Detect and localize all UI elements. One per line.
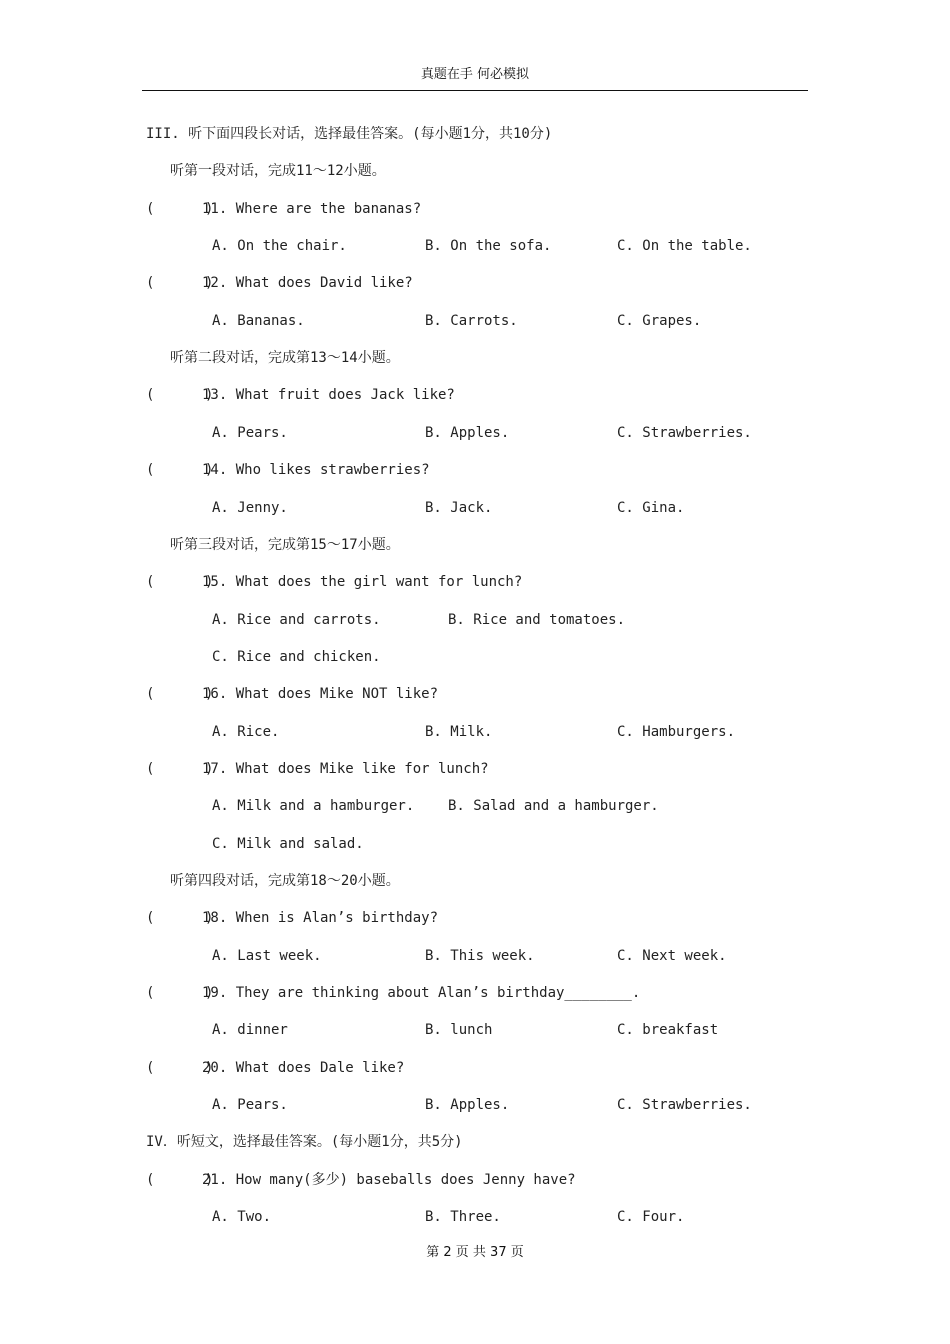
option-c: C. Strawberries. — [617, 425, 752, 441]
answer-blank: ( ) — [146, 985, 214, 1001]
answer-blank: ( ) — [146, 686, 214, 702]
question-text: 14. Who likes strawberries? — [202, 462, 430, 478]
page-header: 真题在手 何必模拟 — [142, 64, 808, 91]
question-text: 16. What does Mike NOT like? — [202, 686, 439, 702]
option-a: A. Rice and carrots. — [212, 612, 381, 628]
page-footer: 第 2 页 共 37 页 — [426, 1245, 524, 1260]
section-title: IV．听短文，选择最佳答案。(每小题1分，共5分) — [146, 1134, 463, 1150]
option-b: B. Rice and tomatoes. — [448, 612, 626, 628]
question-text: 19. They are thinking about Alan’s birthday________. — [202, 985, 641, 1001]
option-a: A. Bananas. — [212, 313, 305, 329]
option-b: B. Apples. — [425, 1097, 510, 1113]
option-b: B. Milk. — [425, 724, 493, 740]
answer-blank: ( ) — [146, 574, 214, 590]
dialogue-instruction: 听第一段对话，完成11～12小题。 — [170, 163, 386, 179]
option-c: C. Milk and salad. — [212, 836, 364, 852]
answer-blank: ( ) — [146, 462, 214, 478]
option-c: C. Four. — [617, 1209, 685, 1225]
dialogue-instruction: 听第四段对话，完成第18～20小题。 — [170, 873, 400, 889]
option-c: C. On the table. — [617, 238, 752, 254]
option-c: C. Grapes. — [617, 313, 702, 329]
question-text: 17. What does Mike like for lunch? — [202, 761, 489, 777]
dialogue-instruction: 听第二段对话，完成第13～14小题。 — [170, 350, 400, 366]
section-title: III. 听下面四段长对话，选择最佳答案。(每小题1分，共10分) — [146, 126, 553, 142]
option-a: A. On the chair. — [212, 238, 347, 254]
question-text: 11. Where are the bananas? — [202, 201, 422, 217]
option-a: A. Two. — [212, 1209, 272, 1225]
option-a: A. Jenny. — [212, 500, 288, 516]
option-b: B. Carrots. — [425, 313, 518, 329]
answer-blank: ( ) — [146, 1060, 214, 1076]
option-c: C. Gina. — [617, 500, 685, 516]
answer-blank: ( ) — [146, 387, 214, 403]
option-b: B. Three. — [425, 1209, 501, 1225]
option-a: A. Pears. — [212, 425, 288, 441]
question-text: 12. What does David like? — [202, 275, 413, 291]
option-b: B. This week. — [425, 948, 535, 964]
option-c: C. Rice and chicken. — [212, 649, 381, 665]
answer-blank: ( ) — [146, 1172, 214, 1188]
answer-blank: ( ) — [146, 201, 214, 217]
option-a: A. dinner — [212, 1022, 288, 1038]
option-b: B. Salad and a hamburger. — [448, 798, 659, 814]
option-a: A. Pears. — [212, 1097, 288, 1113]
option-a: A. Rice. — [212, 724, 280, 740]
option-b: B. lunch — [425, 1022, 493, 1038]
answer-blank: ( ) — [146, 275, 214, 291]
answer-blank: ( ) — [146, 761, 214, 777]
option-b: B. On the sofa. — [425, 238, 552, 254]
question-text: 18. When is Alan’s birthday? — [202, 910, 439, 926]
option-c: C. Hamburgers. — [617, 724, 736, 740]
question-text: 13. What fruit does Jack like? — [202, 387, 455, 403]
question-text: 21. How many(多少) baseballs does Jenny have? — [202, 1172, 576, 1188]
option-a: A. Milk and a hamburger. — [212, 798, 415, 814]
dialogue-instruction: 听第三段对话，完成第15～17小题。 — [170, 537, 400, 553]
option-a: A. Last week. — [212, 948, 322, 964]
answer-blank: ( ) — [146, 910, 214, 926]
option-c: C. Next week. — [617, 948, 727, 964]
option-c: C. breakfast — [617, 1022, 719, 1038]
option-b: B. Apples. — [425, 425, 510, 441]
option-c: C. Strawberries. — [617, 1097, 752, 1113]
question-text: 20. What does Dale like? — [202, 1060, 405, 1076]
option-b: B. Jack. — [425, 500, 493, 516]
question-text: 15. What does the girl want for lunch? — [202, 574, 523, 590]
